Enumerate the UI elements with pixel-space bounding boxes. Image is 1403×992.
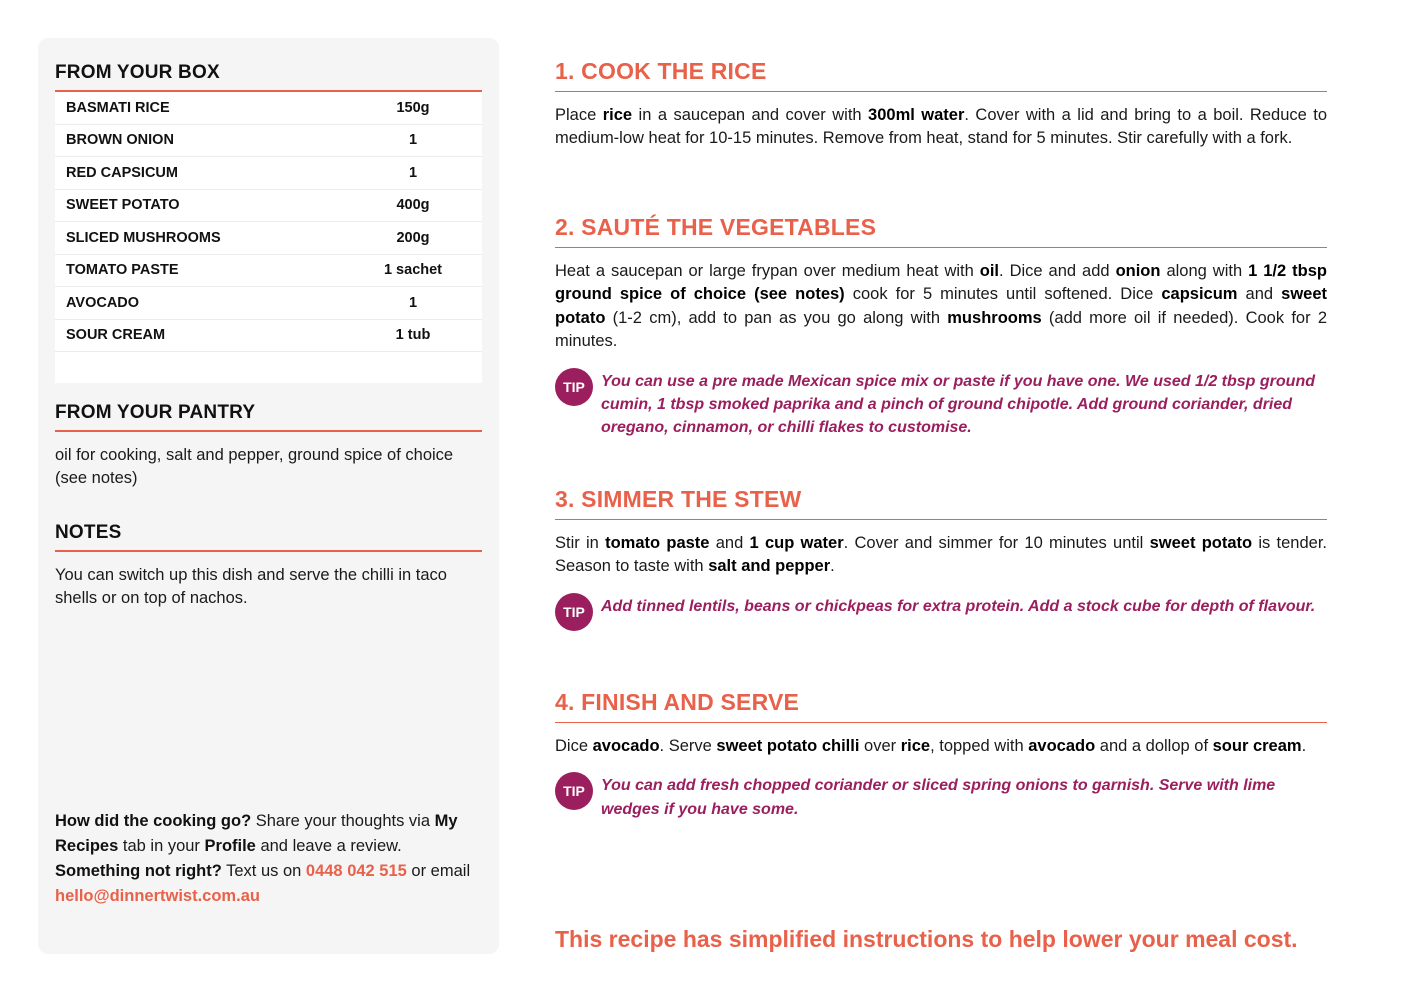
from-your-box-section [55,62,482,383]
step-text: over [859,737,901,755]
step-emphasis: sour cream [1212,737,1302,755]
notes-section [55,522,482,610]
ingredient-name: SLICED MUSHROOMS [66,229,221,246]
table-padding [55,352,482,383]
feedback-question: How did the cooking go? [55,812,252,830]
step-text: . [830,557,835,576]
ingredient-qty: 200g [396,229,430,246]
step-emphasis: sweet potato [555,285,1327,327]
step-emphasis: sweet potato chilli [716,737,860,755]
step-emphasis: 1 1/2 tbsp ground spice of choice (see notes) [555,262,1327,304]
ingredient-name: RED CAPSICUM [66,164,178,181]
tip-text: You can add fresh chopped coriander or sliced spring onions to garnish. Serve with lime wedges if you have some. [601,777,1276,818]
simplified-instructions-note: This recipe has simplified instructions to help lower your meal cost. [555,926,1298,952]
ingredient-row [55,92,482,125]
step-title: 2. SAUTÉ THE VEGETABLES [555,214,1327,248]
feedback-text: and leave a review. [255,837,402,855]
ingredient-qty: 150g [396,99,430,116]
ingredient-row [55,287,482,320]
phone-link[interactable]: 0448 042 515 [305,862,407,880]
support-question: Something not right? [55,862,222,880]
step-text: along with [1160,262,1249,280]
step-emphasis: mushrooms [947,308,1042,327]
step-text: in a saucepan and cover with [632,106,869,124]
step-saute-vegetables [555,214,1327,440]
step-emphasis: avocado [592,737,660,755]
tip-text: You can use a pre made Mexican spice mix or paste if you have one. We used 1/2 tbsp ground cumin, 1 tbsp smoked paprika and a pinch of ground chipotle. Add ground coriander, dried oregano, cinnamon, or chilli flakes to customise. [601,372,1315,437]
profile-label: Profile [204,837,256,855]
step-text: and [709,534,750,552]
tip-block [555,593,1327,631]
tip-block [555,368,1327,440]
ingredient-qty: 1 [408,132,418,149]
ingredient-name: SOUR CREAM [66,327,166,344]
notes-text: You can switch up this dish and serve the chilli in taco shells or on top of nachos. [55,566,447,607]
tip-badge-icon: TIP [555,593,593,631]
step-title: 1. COOK THE RICE [555,58,1327,92]
ingredient-name: SWEET POTATO [66,197,180,214]
step-title: 4. FINISH AND SERVE [555,689,1327,723]
step-emphasis: oil [979,262,1000,280]
ingredient-name: TOMATO PASTE [66,262,179,279]
ingredient-name: BROWN ONION [66,132,174,149]
step-body [555,735,1327,758]
ingredient-qty: 1 [408,164,418,181]
from-your-pantry-heading: FROM YOUR PANTRY [55,402,482,432]
step-text: and a dollop of [1095,737,1213,755]
ingredient-qty: 1 [408,294,418,311]
step-text: (add more oil if needed). Cook for 2 minutes. [555,308,1327,351]
ingredient-row [55,190,482,223]
step-emphasis: capsicum [1161,285,1238,304]
step-emphasis: 300ml water [868,106,965,124]
step-emphasis: onion [1115,262,1161,280]
step-emphasis: avocado [1028,737,1096,755]
step-body [555,104,1327,151]
feedback-block [55,809,485,909]
step-text: is tender. Season to taste with [555,534,1327,576]
step-emphasis: tomato paste [605,534,710,552]
feedback-text: tab in your [118,837,205,855]
tip-badge-icon: TIP [555,772,593,810]
step-body [555,260,1327,354]
from-your-pantry-section [55,402,482,490]
feedback-text: Share your thoughts via [251,812,435,830]
step-text: cook for 5 minutes until softened. Dice [844,285,1162,304]
email-link[interactable]: hello@dinnertwist.com.au [55,887,260,905]
step-emphasis: sweet potato [1149,534,1253,552]
step-text: Place [555,106,603,124]
step-text: Heat a saucepan or large frypan over medium heat with [555,262,980,280]
ingredient-qty: 400g [396,197,430,214]
ingredient-row [55,125,482,158]
notes-heading: NOTES [55,522,482,552]
ingredients-table [55,92,482,383]
my-recipes-label: My Recipes [55,812,458,855]
step-emphasis: 1 cup water [749,534,844,552]
from-your-box-heading: FROM YOUR BOX [55,62,482,92]
step-cook-rice [555,58,1327,151]
feedback-text: Text us on [221,862,306,880]
ingredient-row [55,222,482,255]
step-text: , topped with [930,737,1029,755]
pantry-text: oil for cooking, salt and pepper, ground spice of choice (see notes) [55,446,454,487]
ingredient-name: BASMATI RICE [66,99,170,116]
ingredient-name: AVOCADO [66,294,140,311]
step-text: . [1301,737,1307,755]
step-emphasis: rice [602,106,633,124]
step-text: . Cover and simmer for 10 minutes until [843,534,1150,552]
step-simmer-stew [555,486,1327,631]
step-text: Stir in [555,534,606,552]
tip-block [555,772,1327,821]
step-text: Dice [555,737,593,755]
step-text: and [1237,285,1282,304]
ingredient-qty: 1 tub [395,327,431,344]
step-emphasis: salt and pepper [708,557,831,576]
step-finish-serve [555,689,1327,821]
ingredient-row [55,157,482,190]
step-emphasis: rice [900,737,931,755]
feedback-text: or email [406,862,471,880]
step-title: 3. SIMMER THE STEW [555,486,1327,520]
tip-text: Add tinned lentils, beans or chickpeas for extra protein. Add a stock cube for depth of flavour. [601,597,1316,615]
step-text: . Serve [659,737,717,755]
step-text: (1-2 cm), add to pan as you go along with [605,308,948,327]
step-text: . Dice and add [999,262,1116,280]
step-text: . Cover with a lid and bring to a boil. Reduce to medium-low heat for 10-15 minutes. Remove from heat, stand for 5 minutes. Stir carefully with a fork. [555,106,1328,148]
ingredient-qty: 1 sachet [383,262,443,279]
ingredient-row [55,320,482,353]
ingredients-sidebar [38,38,499,954]
ingredient-row [55,255,482,288]
tip-badge-icon: TIP [555,368,593,406]
step-body [555,532,1327,579]
